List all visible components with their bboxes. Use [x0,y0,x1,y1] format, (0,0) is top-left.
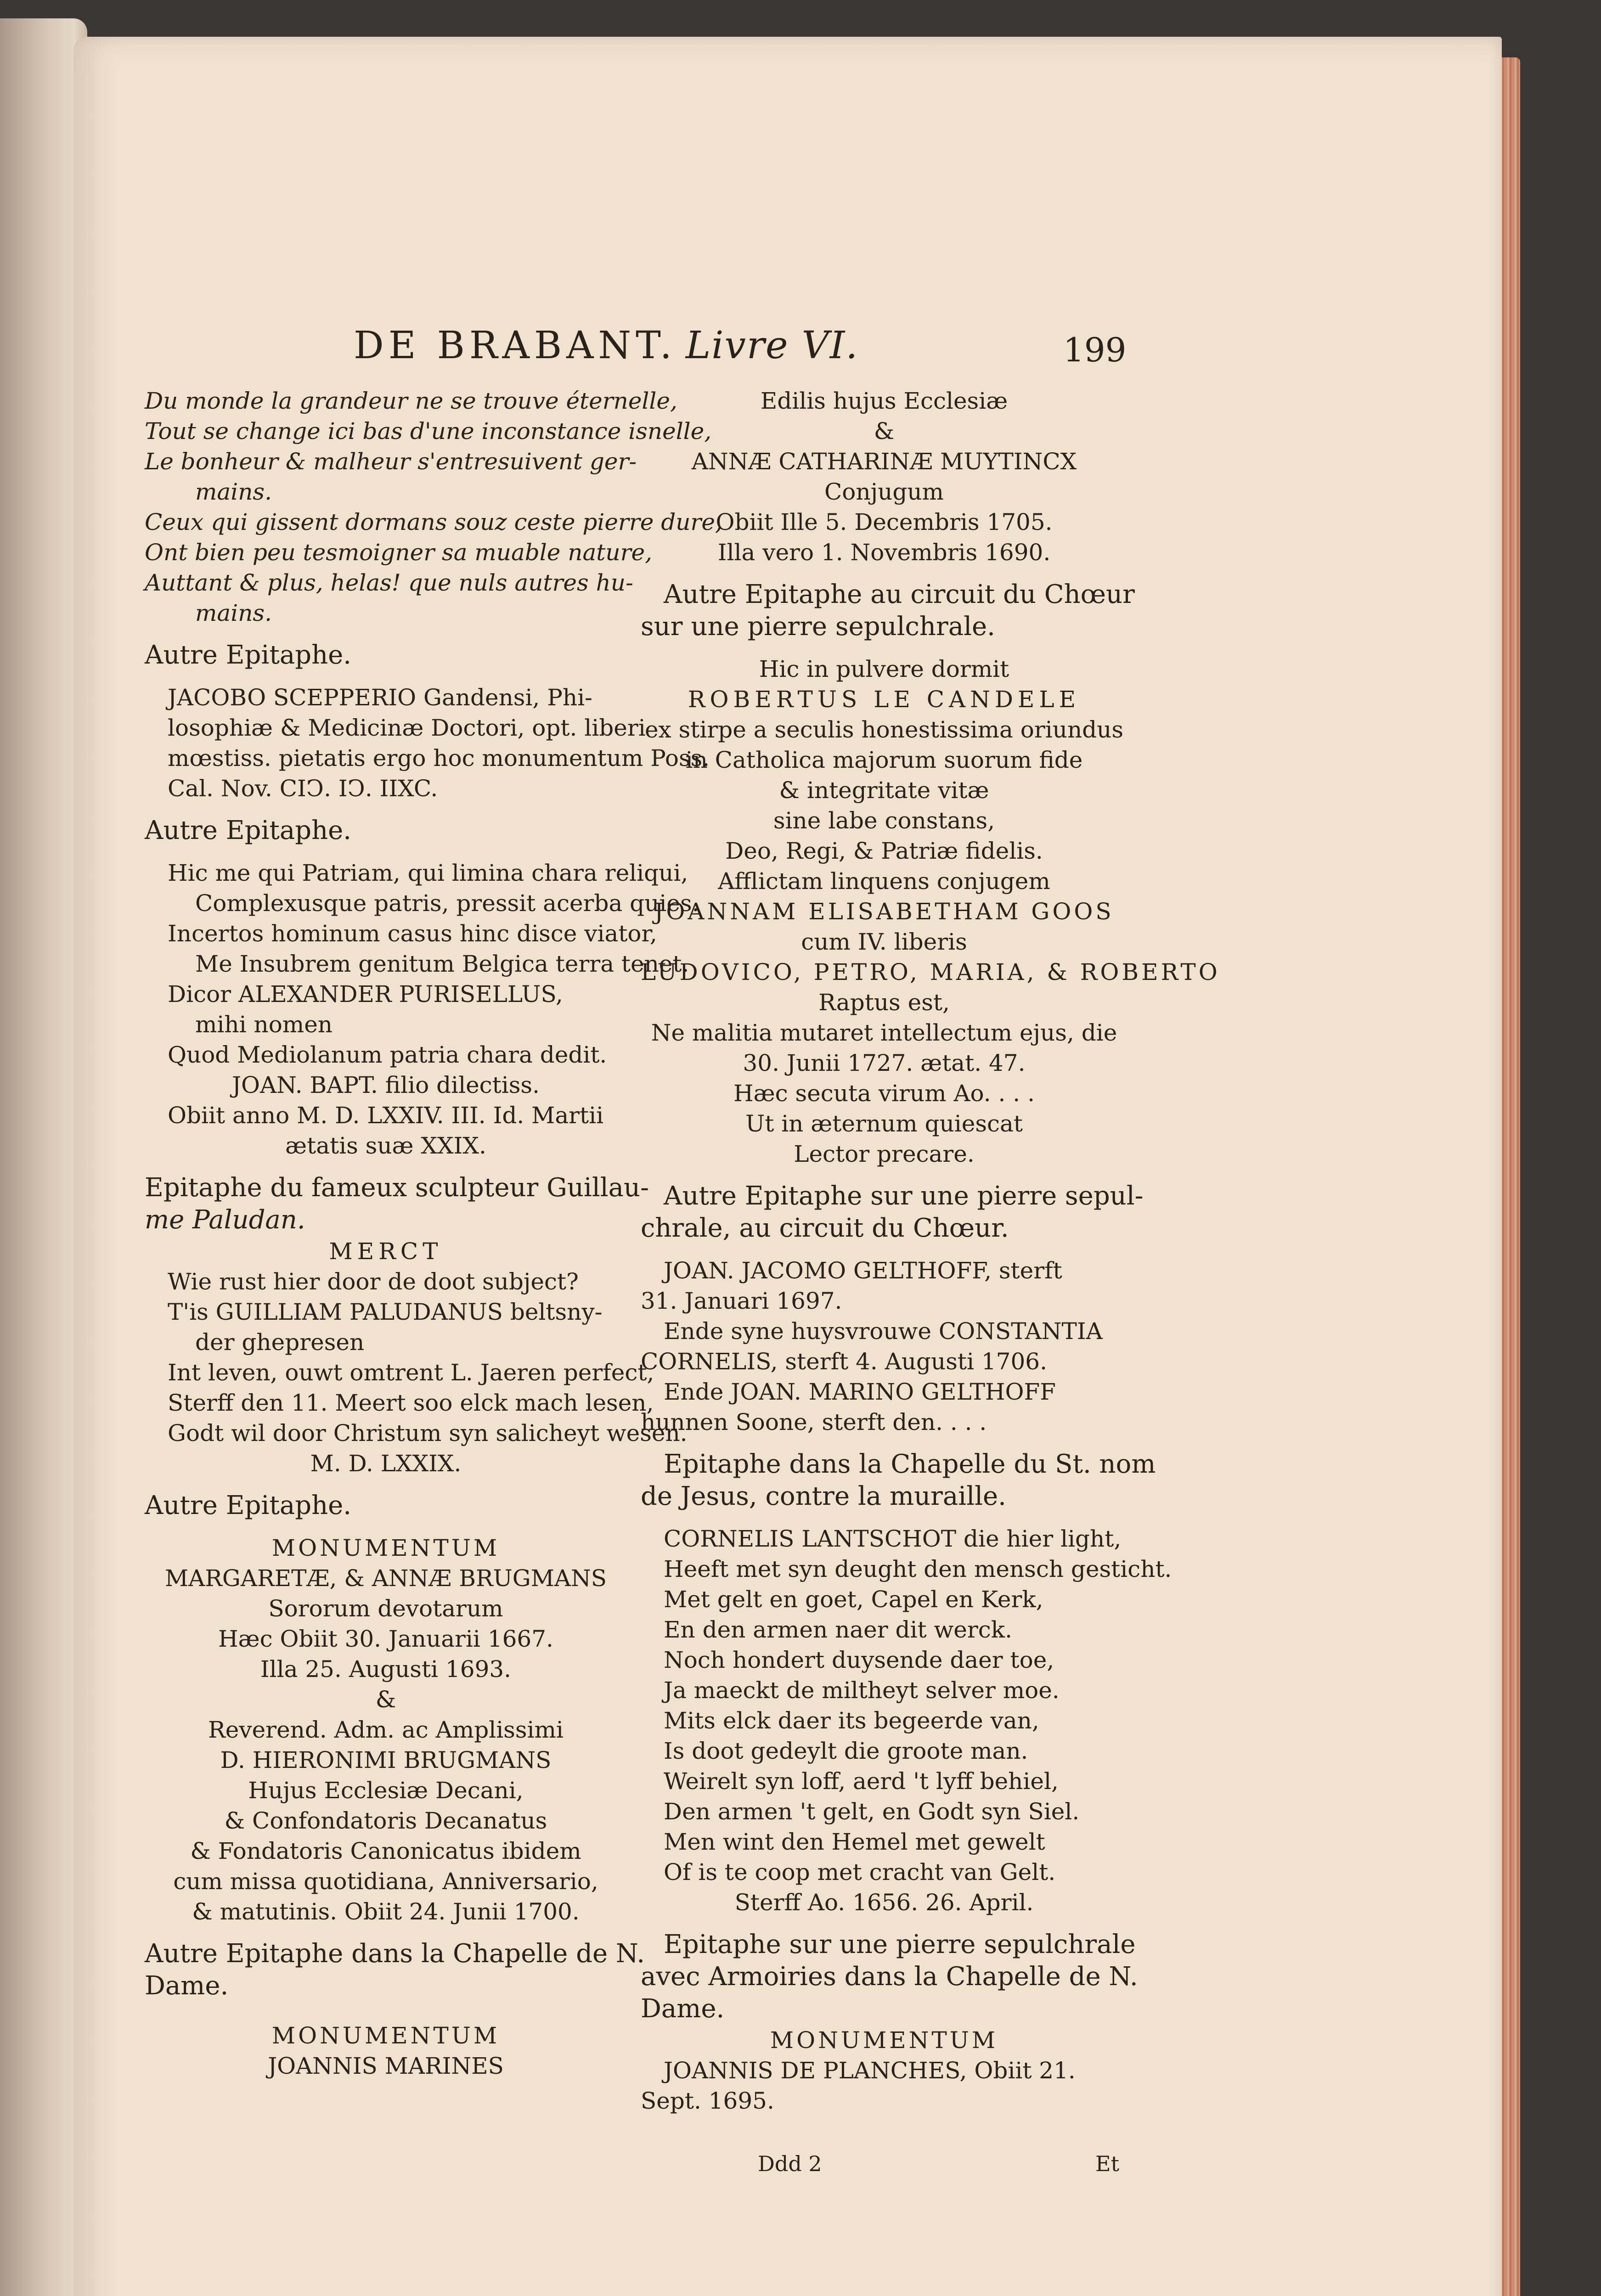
text-line: Hujus Ecclesiæ Decani, [248,1777,524,1804]
text-line: LUDOVICO, PETRO, MARIA, & ROBERTO [641,959,1220,985]
line-spacer [145,628,627,639]
text-line: ex stirpe a seculis honestissima oriundus [644,716,1124,743]
text-line: T'is GUILLIAM PALUDANUS beltsny- [168,1299,603,1325]
text-line: Hic in pulvere dormit [759,656,1009,682]
line-spacer [145,1522,627,1533]
text-line: Ja maeckt de miltheyt selver moe. [664,1677,1060,1704]
catchword: Et [1095,2151,1120,2176]
text-line: Complexusque patris, pressit acerba quies. [195,890,699,917]
text-line: Mits elck daer its begeerde van, [664,1707,1039,1734]
text-line: Weirelt syn loff, aerd 't lyff behiel, [664,1768,1059,1795]
text-line: Deo, Regi, & Patriæ fidelis. [725,838,1043,864]
text-line: Auttant & plus, helas! que nuls autres hu- [145,569,633,596]
text-line: CORNELIS LANTSCHOT die hier light, [664,1525,1122,1552]
text-line: Godt wil door Christum syn salicheyt wesen. [168,1420,688,1446]
text-line: ANNÆ CATHARINÆ MUYTINCX [691,448,1077,475]
line-spacer [145,2002,627,2020]
text-line: Sterff den 11. Meert soo elck mach lesen, [168,1390,654,1416]
text-line: sur une pierre sepulchrale. [641,612,995,642]
text-line: & [874,418,895,445]
line-spacer [641,1244,1127,1255]
text-line: Hic me qui Patriam, qui limina chara reliqui, [168,860,688,886]
text-line: MERCT [329,1238,443,1265]
text-line: Sterff Ao. 1656. 26. April. [734,1889,1034,1916]
text-line: JOAN. BAPT. filio dilectiss. [232,1072,540,1098]
text-line: CORNELIS, sterft 4. Augusti 1706. [641,1348,1047,1375]
line-spacer [641,568,1127,579]
text-line: Lector precare. [794,1141,975,1167]
text-line: Reverend. Adm. ac Amplissimi [208,1716,564,1743]
text-line: Sororum devotarum [268,1595,503,1622]
text-line: MONUMENTUM [271,1535,500,1561]
text-line: 31. Januari 1697. [641,1288,842,1314]
text-line: cum IV. liberis [801,929,967,955]
text-line: Tout se change ici bas d'une inconstance isnelle, [145,418,712,445]
text-line: Incertos hominum casus hinc disce viator, [168,920,657,947]
book-number: Livre VI. [685,324,859,367]
text-line: avec Armoiries dans la Chapelle de N. [641,1962,1138,1992]
text-line: Men wint den Hemel met gewelt [664,1829,1045,1855]
text-line: mains. [195,600,272,626]
text-line: sine labe constans, [773,807,995,834]
text-line: & [375,1686,396,1713]
text-line: & Fondatoris Canonicatus ibidem [190,1838,581,1864]
text-line: Conjugum [824,478,944,505]
text-line: ætatis suæ XXIX. [285,1132,486,1159]
text-line: En den armen naer dit werck. [664,1616,1012,1643]
line-spacer [145,804,627,815]
text-line: & Confondatoris Decanatus [224,1807,547,1834]
text-line: D. HIERONIMI BRUGMANS [220,1747,552,1773]
text-line: JOANNAM ELISABETHAM GOOS [654,898,1114,925]
text-line: Int leven, ouwt omtrent L. Jaeren perfect, [168,1359,654,1386]
line-spacer [641,1437,1127,1448]
text-line: JOANNIS DE PLANCHES, Obiit 21. [664,2057,1076,2084]
text-line: Ont bien peu tesmoigner sa muable nature, [145,539,652,566]
text-line: Autre Epitaphe. [145,816,352,845]
left-column [145,386,722,2081]
text-line: JOANNIS MARINES [268,2053,504,2079]
right-column [641,386,1220,2116]
text-line: Sept. 1695. [641,2088,774,2114]
line-spacer [145,1479,627,1490]
text-line: Dicor ALEXANDER PURISELLUS, [168,981,563,1007]
text-line: losophiæ & Medicinæ Doctori, opt. liberi [168,715,646,741]
text-line: Epitaphe du fameux sculpteur Guillau- [145,1173,649,1203]
text-line: Heeft met syn deught den mensch gesticht. [664,1556,1172,1582]
text-line: Is doot gedeylt die groote man. [664,1738,1028,1764]
text-line: Noch hondert duysende daer toe, [664,1647,1054,1673]
line-spacer [145,1161,627,1172]
text-line: ROBERTUS LE CANDELE [688,686,1081,713]
text-line: Ut in æternum quiescat [745,1110,1023,1137]
text-line: mœstiss. pietatis ergo hoc monumentum Poss. [168,745,710,771]
text-line: & matutinis. Obiit 24. Junii 1700. [192,1898,580,1925]
line-spacer [145,847,627,858]
book-region-title: DE BRABANT. [354,324,676,367]
text-line: MONUMENTUM [770,2027,998,2054]
text-line: cum missa quotidiana, Anniversario, [173,1868,598,1895]
text-line: hunnen Soone, sterft den. . . . [641,1409,987,1435]
text-line: Epitaphe dans la Chapelle du St. nom [664,1449,1156,1479]
text-line: MONUMENTUM [271,2022,500,2049]
text-line: Quod Mediolanum patria chara dedit. [168,1041,607,1068]
text-line: Of is te coop met cracht van Gelt. [664,1859,1056,1885]
text-line: de Jesus, contre la muraille. [641,1481,1006,1511]
text-line: Epitaphe sur une pierre sepulchrale [664,1930,1136,1959]
text-line: Dame. [145,1971,229,2001]
line-spacer [641,1918,1127,1929]
text-line: Hæc secuta virum Ao. . . . [733,1080,1035,1107]
text-line: Autre Epitaphe dans la Chapelle de N. [145,1939,645,1969]
text-line: der ghepresen [195,1329,365,1356]
text-line: & integritate vitæ [779,777,989,804]
text-line: Illa 25. Augusti 1693. [260,1656,512,1683]
text-line: Obiit Ille 5. Decembris 1705. [716,509,1053,535]
text-line: Le bonheur & malheur s'entresuivent ger- [145,448,637,475]
text-line: Ne malitia mutaret intellectum ejus, die [651,1019,1117,1046]
text-line: JOAN. JACOMO GELTHOFF, sterft [664,1257,1062,1284]
text-line: Den armen 't gelt, en Godt syn Siel. [664,1798,1080,1825]
text-line: Du monde la grandeur ne se trouve éternelle, [145,388,677,414]
text-line: in Catholica majorum suorum fide [685,747,1083,773]
text-line: Ende JOAN. MARINO GELTHOFF [664,1379,1056,1405]
text-line: Illa vero 1. Novembris 1690. [717,539,1051,566]
text-line: Met gelt en goet, Capel en Kerk, [664,1586,1043,1613]
text-line: Me Insubrem genitum Belgica terra tenet. [195,951,689,977]
text-line: MARGARETÆ, & ANNÆ BRUGMANS [164,1565,607,1592]
text-line: mains. [195,478,272,505]
text-line: Ende syne huysvrouwe CONSTANTIA [664,1318,1103,1345]
page-number: 199 [1063,331,1127,369]
text-line: chrale, au circuit du Chœur. [641,1213,1009,1243]
text-line: Cal. Nov. CIↃ. IↃ. IIXC. [168,775,438,802]
text-line: Autre Epitaphe sur une pierre sepul- [664,1181,1144,1211]
text-line: Edilis hujus Ecclesiæ [760,388,1008,414]
text-line: mihi nomen [195,1011,333,1038]
text-line: Hæc Obiit 30. Januarii 1667. [218,1626,553,1652]
text-line: me Paludan. [145,1205,305,1235]
line-spacer [641,643,1127,654]
text-line: Dame. [641,1994,725,2024]
line-spacer [641,1513,1127,1524]
running-head-title [354,324,858,367]
line-spacer [145,1927,627,1938]
text-line: Raptus est, [818,989,950,1016]
text-line: Afflictam linquens conjugem [718,868,1050,895]
signature-mark: Ddd 2 [758,2151,822,2176]
text-line: Wie rust hier door de doot subject? [168,1268,579,1295]
text-line: 30. Junii 1727. ætat. 47. [743,1050,1026,1076]
text-line: JACOBO SCEPPERIO Gandensi, Phi- [168,684,592,711]
text-line: Autre Epitaphe. [145,1491,352,1520]
text-line: Autre Epitaphe au circuit du Chœur [664,580,1135,609]
text-line: M. D. LXXIX. [310,1450,462,1477]
text-line: Obiit anno M. D. LXXIV. III. Id. Martii [168,1102,604,1129]
text-line: Autre Epitaphe. [145,640,352,670]
line-spacer [641,1169,1127,1180]
line-spacer [145,671,627,682]
text-line: Ceux qui gissent dormans souz ceste pierre dure, [145,509,722,535]
